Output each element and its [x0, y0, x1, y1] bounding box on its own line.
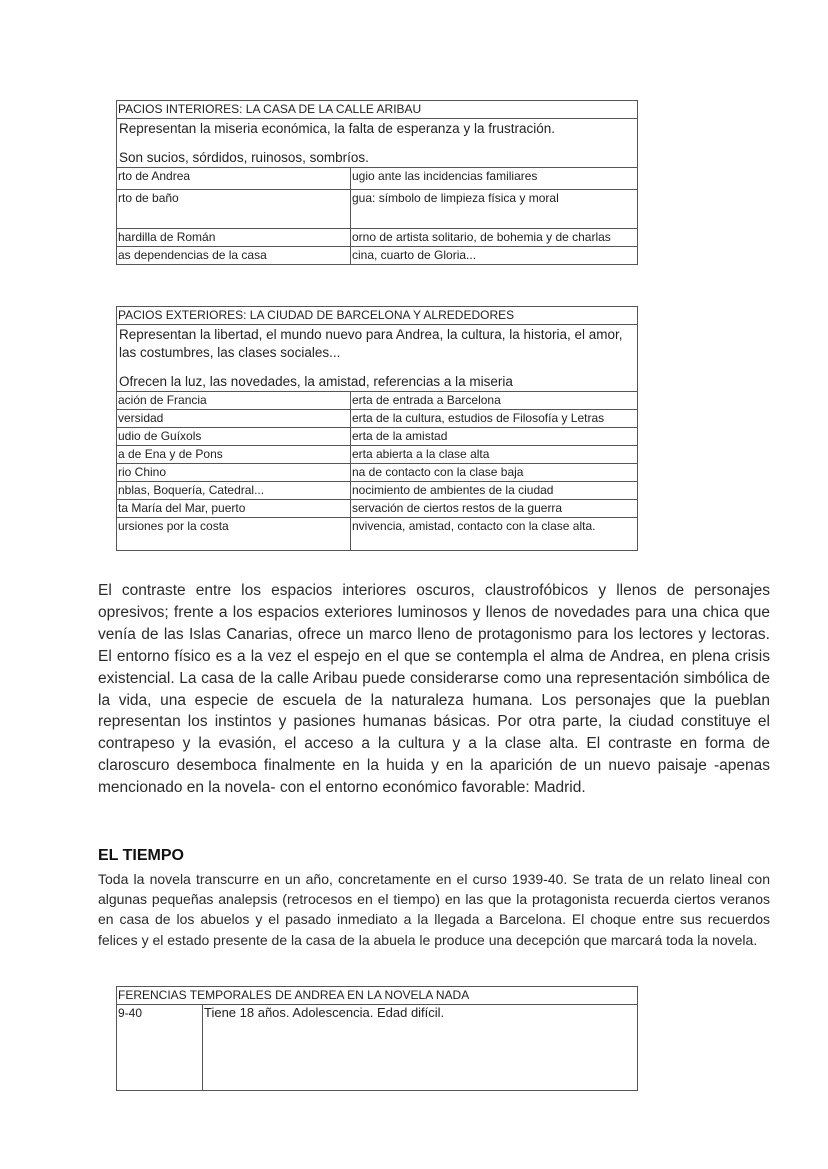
- referencias-title: FERENCIAS TEMPORALES DE ANDREA EN LA NOVELA NADA: [117, 987, 637, 1005]
- place-cell: rio Chino: [117, 464, 351, 481]
- interiores-intro-line: Son sucios, sórdidos, ruinosos, sombríos.: [119, 150, 369, 165]
- table-row: [117, 410, 637, 428]
- meaning-cell: erta de entrada a Barcelona: [352, 393, 501, 407]
- table-row: [117, 247, 637, 264]
- table-row: [117, 464, 637, 482]
- period-cell: 9-40: [117, 1005, 203, 1090]
- meaning-cell: servación de ciertos restos de la guerra: [352, 501, 563, 515]
- exteriores-intro-line: Ofrecen la luz, las novedades, la amistad, referencias a la miseria: [119, 374, 513, 389]
- meaning-cell: nocimiento de ambientes de la ciudad: [352, 483, 554, 497]
- table-row: [117, 518, 637, 550]
- place-cell: a de Ena y de Pons: [117, 446, 351, 463]
- place-cell: ación de Francia: [117, 392, 351, 409]
- body-paragraph: Toda la novela transcurre en un año, concretamente en el curso 1939-40. Se trata de un relato lineal con algunas pequeñas analepsis (retrocesos en el tiempo) en las que la protagonista recuerda ciertos veranos en casa de los abuelos y el pasado inmediato a la llegada a Barcelona. El choque entre sus recuerdos felices y el estado presente de la casa de la abuela le produce una decepción que marcará toda la novela.: [98, 871, 770, 948]
- place-cell: hardilla de Román: [117, 229, 351, 246]
- table-row: [117, 1005, 637, 1090]
- place-cell: rto de baño: [117, 190, 351, 228]
- table-row: [117, 428, 637, 446]
- exteriores-table: [116, 306, 638, 551]
- exteriores-intro-line: Representan la libertad, el mundo nuevo para Andrea, la cultura, la historia, el amor, las costumbres, las clases sociales...: [119, 327, 623, 360]
- meaning-cell: erta de la cultura, estudios de Filosofía y Letras: [352, 411, 605, 425]
- meaning-cell: nvivencia, amistad, contacto con la clase alta.: [352, 519, 596, 533]
- table-row: [117, 229, 637, 247]
- place-cell: versidad: [117, 410, 351, 427]
- table-row: [117, 190, 637, 229]
- interiores-intro-line: Representan la miseria económica, la falta de esperanza y la frustración.: [119, 121, 555, 136]
- exteriores-intro: [117, 325, 637, 392]
- exteriores-title: PACIOS EXTERIORES: LA CIUDAD DE BARCELONA Y ALREDEDORES: [117, 307, 637, 325]
- place-cell: udio de Guíxols: [117, 428, 351, 445]
- meaning-cell: orno de artista solitario, de bohemia y de charlas: [352, 230, 611, 244]
- place-cell: rto de Andrea: [117, 168, 351, 189]
- table-row: [117, 392, 637, 410]
- place-cell: ursiones por la costa: [117, 518, 351, 550]
- interiores-intro: [117, 119, 637, 168]
- table-row: [117, 446, 637, 464]
- description-cell: Tiene 18 años. Adolescencia. Edad difícil.: [204, 1005, 445, 1020]
- place-cell: as dependencias de la casa: [117, 247, 351, 264]
- meaning-cell: erta de la amistad: [352, 429, 448, 443]
- meaning-cell: na de contacto con la clase baja: [352, 465, 524, 479]
- body-paragraph: El contraste entre los espacios interiores oscuros, claustrofóbicos y llenos de personajes opresivos; frente a los espacios exteriores luminosos y llenos de novedades para una chica que venía de las Islas Canarias, ofrece un marco lleno de protagonismo para los lectores y lectoras. El entorno físico es a la vez el espejo en el que se contempla el alma de Andrea, en plena crisis existencial. La casa de la calle Aribau puede considerarse como una representación simbólica de la vida, una especie de escuela de la naturaleza humana. Los personajes que la pueblan representan los instintos y pasiones humanas básicas. Por otra parte, la ciudad constituye el contrapeso y la evasión, el acceso a la cultura y a la clase alta. El contraste en forma de claroscuro desemboca finalmente en la huida y en la aparición de un nuevo paisaje -apenas mencionado en la novela- con el entorno económico favorable: Madrid.: [98, 582, 770, 797]
- interiores-table: [116, 100, 638, 265]
- place-cell: nblas, Boquería, Catedral...: [117, 482, 351, 499]
- meaning-cell: ugio ante las incidencias familiares: [352, 169, 538, 183]
- interiores-title: PACIOS INTERIORES: LA CASA DE LA CALLE ARIBAU: [117, 101, 637, 119]
- table-row: [117, 500, 637, 518]
- table-row: [117, 168, 637, 190]
- section-heading: EL TIEMPO: [98, 847, 184, 864]
- meaning-cell: cina, cuarto de Gloria...: [352, 248, 477, 262]
- referencias-table: [116, 986, 638, 1091]
- place-cell: ta María del Mar, puerto: [117, 500, 351, 517]
- meaning-cell: gua: símbolo de limpieza física y moral: [352, 191, 559, 205]
- table-row: [117, 482, 637, 500]
- meaning-cell: erta abierta a la clase alta: [352, 447, 490, 461]
